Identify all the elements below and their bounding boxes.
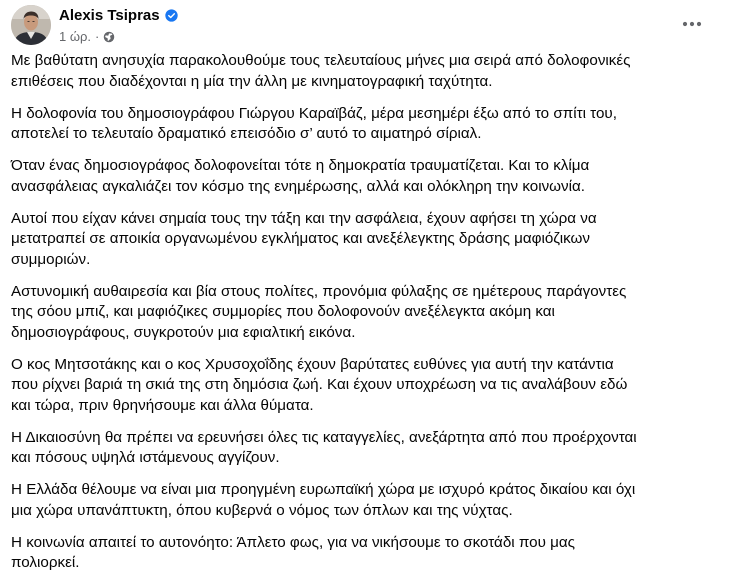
text-line: συμμοριών. (11, 250, 91, 268)
post-paragraph (11, 51, 711, 92)
text-line: Αστυνομική αυθαιρεσία και βία στους πολίτες, προνόμια φύλαξης σε ημέτερους παράγοντες (11, 282, 627, 300)
text-line: και τώρα, πριν θρηνήσουμε και άλλα θύματα. (11, 396, 314, 414)
globe-icon[interactable] (103, 30, 115, 42)
post-timestamp[interactable]: 1 ώρ. (59, 28, 91, 44)
post-options-button[interactable] (677, 9, 707, 39)
text-line: Η Δικαιοσύνη θα πρέπει να ερευνήσει όλες τις καταγγελίες, ανεξάρτητα από που προέρχονται (11, 428, 637, 446)
author-row (59, 6, 178, 26)
post-paragraph (11, 480, 711, 521)
post-paragraph (11, 533, 711, 571)
post-paragraph (11, 209, 711, 271)
author-avatar[interactable] (11, 5, 51, 45)
avatar-photo-icon (11, 5, 51, 45)
post-paragraph (11, 355, 711, 417)
verified-badge-icon (165, 9, 178, 22)
text-line: μετατραπεί σε αποικία οργανωμένου εγκλήματος και ανεξέλεγκτης δράσης μαφιόζικων (11, 230, 590, 247)
post-paragraph (11, 428, 711, 469)
text-line: ανασφάλειας αγκαλιάζει τον κόσμο της ενημέρωσης, αλλά και ολόκληρη την κοινωνία. (11, 177, 586, 195)
post-meta (59, 6, 178, 45)
text-line: που ρίχνει βαριά τη σκιά της στη δημόσια ζωή. Και έχουν υποχρέωση να τις αναλάβουν εδώ (11, 376, 628, 393)
meta-separator: · (95, 28, 100, 44)
post-paragraph (11, 282, 711, 344)
more-horizontal-icon (682, 21, 702, 27)
text-line: Η δολοφονία του δημοσιογράφου Γιώργου Καραϊβάζ, μέρα μεσημέρι έξω από το σπίτι του, (11, 104, 617, 122)
author-name[interactable]: Alexis Tsipras (59, 7, 160, 24)
text-line: αποτελεί το τελευταίο δραματικό επεισόδιο σ’ αυτό το αιματηρό σίριαλ. (11, 125, 482, 142)
post-header (11, 5, 178, 45)
text-line: της σόου μπιζ, και μαφιόζικες συμμορίες που δολοφονούν ανεξέλεγκτα ακόμη και (11, 303, 555, 320)
text-line: επιθέσεις που διαδέχονται η μία την άλλη με κινηματογραφική ταχύτητα. (11, 72, 493, 90)
post-paragraph (11, 156, 711, 197)
text-line: και πόσους υψηλά ιστάμενους αγγίζουν. (11, 449, 280, 466)
timestamp-row (59, 28, 178, 45)
text-line: Αυτοί που είχαν κάνει σημαία τους την τάξη και την ασφάλεια, έχουν αφήσει τη χώρα να (11, 209, 597, 227)
text-line: Η Ελλάδα θέλουμε να είναι μια προηγμένη ευρωπαϊκή χώρα με ισχυρό κράτος δικαίου και όχι (11, 481, 636, 498)
text-line: Η κοινωνία απαιτεί το αυτονόητο: Άπλετο φως, για να νικήσουμε το σκοτάδι που μας (11, 533, 575, 551)
text-line: Με βαθύτατη ανησυχία παρακολουθούμε τους τελευταίους μήνες μια σειρά από δολοφονικές (11, 52, 631, 69)
post-paragraph (11, 104, 711, 145)
post-text (11, 51, 711, 571)
text-line: πολιορκεί. (11, 554, 80, 571)
text-line: δημοσιογράφους, συγκροτούν μια εφιαλτική εικόνα. (11, 323, 356, 341)
text-line: Όταν ένας δημοσιογράφος δολοφονείται τότε η δημοκρατία τραυματίζεται. Και το κλίμα (11, 157, 590, 174)
text-line: Ο κος Μητσοτάκης και ο κος Χρυσοχοΐδης έχουν βαρύτατες ευθύνες για αυτή την κατάντια (11, 355, 614, 373)
text-line: μια χώρα υπανάπτυκτη, όπου κυβερνά ο νόμος των όπλων και της νύχτας. (11, 501, 513, 519)
